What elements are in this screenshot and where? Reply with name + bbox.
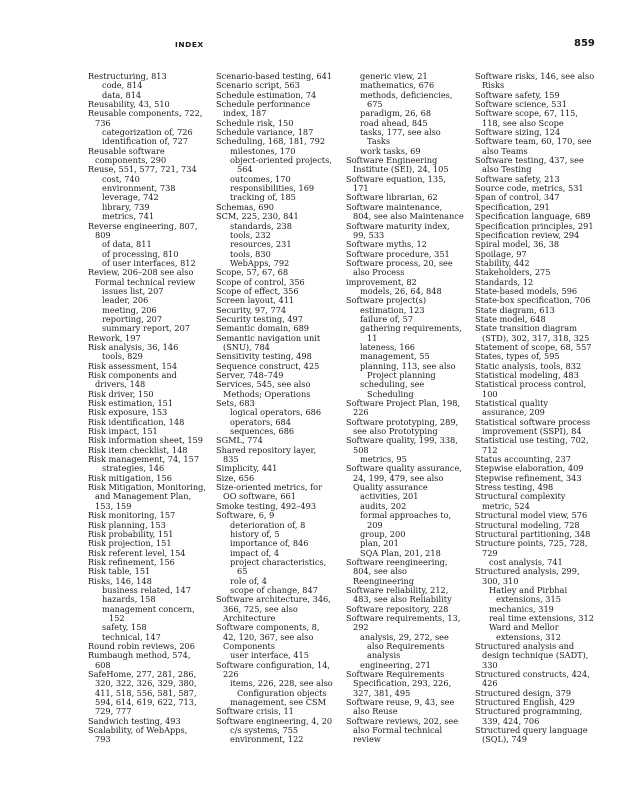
index-entry: assurance, 209 xyxy=(482,407,545,418)
index-entry: Risk Mitigation, Monitoring, xyxy=(88,482,206,493)
index-entry: tracking of, 185 xyxy=(230,192,296,203)
index-entry: management, 55 xyxy=(360,351,430,362)
index-entry: (SNU), 784 xyxy=(223,341,270,352)
index-entry: Software science, 531 xyxy=(475,99,567,110)
index-entry: also Reuse xyxy=(353,706,398,717)
index-entry: Stakeholders, 275 xyxy=(475,267,551,278)
index-entry: meeting, 206 xyxy=(102,304,157,315)
index-entry: cost, 740 xyxy=(102,173,140,184)
index-entry: Size-oriented metrics, for xyxy=(216,482,323,493)
index-entry: 483, see also Reliability xyxy=(353,594,452,605)
index-entry: 327, 381, 495 xyxy=(353,687,411,698)
index-entry: operators, 684 xyxy=(230,416,291,427)
index-entry: of data, 811 xyxy=(102,239,152,250)
index-entry: Schedule performance xyxy=(216,99,311,110)
index-entry: 11 xyxy=(367,332,378,343)
index-entry: paradigm, 26, 68 xyxy=(360,108,432,119)
index-entry: Restructuring, 813 xyxy=(88,71,167,81)
index-entry: 226 xyxy=(223,669,239,679)
index-entry: management, see CSM xyxy=(230,697,327,708)
index-entry: mathematics, 676 xyxy=(360,80,435,91)
index-entry: Software process, 20, see xyxy=(346,257,453,268)
index-entry: Risk assessment, 154 xyxy=(88,360,178,371)
index-entry: Quality assurance xyxy=(353,482,428,493)
running-title: INDEX xyxy=(175,40,204,49)
index-entry: impact of, 4 xyxy=(230,547,280,558)
index-entry: 804, see also Maintenance xyxy=(353,211,464,222)
index-entry: Structured analysis, 299, xyxy=(475,566,580,577)
index-entry: Risk estimation, 151 xyxy=(88,398,174,409)
index-entry: Schedule variance, 187 xyxy=(216,127,314,138)
index-entry: Risk driver, 150 xyxy=(88,388,154,399)
index-entry: Schedule estimation, 74 xyxy=(216,89,317,100)
index-entry: Statistical modeling, 483 xyxy=(475,370,579,380)
index-entry: Software myths, 12 xyxy=(346,239,427,250)
index-entry: Reusability, 43, 510 xyxy=(88,99,170,110)
index-entry: Stability, 442 xyxy=(475,257,530,268)
index-entry: Scenario-based testing, 641 xyxy=(216,71,333,81)
index-entry: 729, 777 xyxy=(95,706,132,717)
index-entry: 118, see also Scope xyxy=(482,117,564,128)
index-entry: see also Prototyping xyxy=(353,426,438,437)
index-entry: Structured analysis and xyxy=(475,640,575,651)
index-entry: library, 739 xyxy=(102,201,150,212)
index-entry: Specification, 291 xyxy=(475,201,550,212)
index-entry: strategies, 146 xyxy=(102,463,165,474)
index-entry: 793 xyxy=(95,734,111,745)
index-entry: Software equation, 135, xyxy=(346,173,446,184)
index-entry: Simplicity, 441 xyxy=(216,463,278,474)
index-entry: 835 xyxy=(223,454,239,465)
index-entry: Software quality assurance, xyxy=(346,463,462,474)
index-entry: hazards, 158 xyxy=(102,594,156,605)
index-entry: formal approaches to, xyxy=(360,510,452,521)
index-entry: code, 814 xyxy=(102,80,143,91)
index-entry: Sequence construct, 425 xyxy=(216,360,320,371)
index-entry: also Testing xyxy=(482,164,532,175)
index-entry: Spiral model, 36, 38 xyxy=(475,239,560,250)
index-entry: 675 xyxy=(367,99,383,110)
index-entry: mechanics, 319 xyxy=(489,603,554,614)
index-entry: failure of, 57 xyxy=(360,313,414,324)
index-entry: planning, 113, see also xyxy=(360,360,456,371)
index-entry: Structure points, 725, 728, xyxy=(475,538,588,549)
index-entry: Software requirements, 13, xyxy=(346,612,461,623)
index-entry: milestones, 170 xyxy=(230,145,296,156)
index-entry: Software engineering, 4, 20 xyxy=(216,715,333,726)
index-entry: improvement (SSPI), 84 xyxy=(482,426,582,437)
index-entry: review xyxy=(353,734,381,745)
index-entry: of processing, 810 xyxy=(102,248,179,259)
index-entry: also Formal technical xyxy=(353,725,443,736)
index-entry: Risk information sheet, 159 xyxy=(88,435,203,446)
index-entry: Software components, 8, xyxy=(216,622,320,633)
index-entry: Structured design, 379 xyxy=(475,687,572,698)
index-entry: Scope, 57, 67, 68 xyxy=(216,267,289,278)
index-entry: Risk exposure, 153 xyxy=(88,407,168,418)
index-entry: improvement, 82 xyxy=(346,276,417,287)
index-entry: Scheduling, 168, 181, 792 xyxy=(216,136,326,147)
index-entry: Configuration objects xyxy=(237,687,327,698)
index-entry: 292 xyxy=(353,622,369,633)
index-entry: extensions, 312 xyxy=(496,631,561,642)
index-entry: Software reuse, 9, 43, see xyxy=(346,697,455,708)
index-entry: Risk referent level, 154 xyxy=(88,547,186,558)
index-entry: 594, 614, 619, 622, 713, xyxy=(95,697,197,708)
index-entry: Software scope, 67, 115, xyxy=(475,108,578,119)
index-entry: analysis, 29, 272, see xyxy=(360,631,449,642)
index-entry: Scalability, of WebApps, xyxy=(88,725,188,736)
index-entry: also Process xyxy=(353,267,405,278)
index-entry: environment, 738 xyxy=(102,183,176,194)
index-entry: Scope of effect, 356 xyxy=(216,285,299,296)
index-entry: leader, 206 xyxy=(102,295,149,306)
index-entry: Statement of scope, 68, 557 xyxy=(475,341,592,352)
index-entry: plan, 201 xyxy=(360,538,399,549)
index-entry: road ahead, 845 xyxy=(360,117,428,128)
index-entry: Project planning xyxy=(367,370,436,380)
index-entry: SQA Plan, 201, 218 xyxy=(360,547,441,558)
index-entry: cost analysis, 741 xyxy=(489,556,563,567)
index-entry: Software risks, 146, see also xyxy=(475,71,595,81)
index-entry: Risk projection, 151 xyxy=(88,538,172,549)
index-column-3 xyxy=(346,72,472,745)
index-entry: standards, 238 xyxy=(230,220,292,231)
index-entry: Scope of control, 356 xyxy=(216,276,305,287)
index-entry: Scenario script, 563 xyxy=(216,80,300,91)
index-entry: 209 xyxy=(367,519,383,530)
index-entry: SCM, 225, 230, 841 xyxy=(216,211,299,222)
index-entry: Software maintenance, xyxy=(346,201,443,212)
index-entry: Risk mitigation, 156 xyxy=(88,472,172,483)
index-entry: Specification review, 294 xyxy=(475,229,580,240)
index-entry: extensions, 315 xyxy=(496,594,561,605)
index-entry: Standards, 12 xyxy=(475,276,534,287)
index-entry: 736 xyxy=(95,117,111,128)
index-entry: Components xyxy=(223,640,276,651)
index-entry: environment, 122 xyxy=(230,734,304,745)
index-entry: Sets, 683 xyxy=(216,398,255,409)
index-entry: categorization of, 726 xyxy=(102,127,193,138)
index-entry: gathering requirements, xyxy=(360,323,462,334)
index-entry: also Requirements xyxy=(367,640,445,651)
index-entry: generic view, 21 xyxy=(360,71,428,81)
index-entry: project characteristics, xyxy=(230,556,327,567)
index-entry: Spoilage, 97 xyxy=(475,248,527,259)
index-entry: Risk planning, 153 xyxy=(88,519,166,530)
index-entry: Risk item checklist, 148 xyxy=(88,444,188,455)
index-entry: 564 xyxy=(237,164,253,175)
index-entry: Structured query language xyxy=(475,725,588,736)
index-entry: 712 xyxy=(482,444,498,455)
index-entry: Shared repository layer, xyxy=(216,444,317,455)
index-entry: Schedule risk, 150 xyxy=(216,117,294,128)
index-entry: Rumbaugh method, 574, xyxy=(88,650,191,661)
index-entry: metrics, 95 xyxy=(360,454,407,465)
index-entry: tools, 232 xyxy=(230,229,271,240)
index-entry: Software Requirements xyxy=(346,669,445,679)
index-entry: State transition diagram xyxy=(475,323,577,334)
index-entry: Software safety, 159 xyxy=(475,89,560,100)
index-entry: Software reliability, 212, xyxy=(346,584,449,595)
index-entry: object-oriented projects, xyxy=(230,155,332,166)
index-entry: Software sizing, 124 xyxy=(475,127,561,138)
index-entry: deterioration of, 8 xyxy=(230,519,306,530)
index-entry: Structured English, 429 xyxy=(475,697,575,708)
index-entry: 608 xyxy=(95,659,111,670)
index-entry: summary report, 207 xyxy=(102,323,190,334)
index-entry: scheduling, see xyxy=(360,379,425,390)
index-entry: 300, 310 xyxy=(482,575,519,586)
index-entry: Software quality, 199, 338, xyxy=(346,435,458,446)
index-entry: Institute (SEI), 24, 105 xyxy=(353,164,449,175)
index-entry: Structural model view, 576 xyxy=(475,510,588,521)
index-entry: tasks, 177, see also xyxy=(360,127,441,138)
index-entry: 42, 120, 367, see also xyxy=(223,631,314,642)
index-entry: identification of, 727 xyxy=(102,136,189,147)
index-entry: 729 xyxy=(482,547,498,558)
index-entry: tools, 830 xyxy=(230,248,271,259)
index-entry: Stress testing, 498 xyxy=(475,482,554,493)
index-entry: Sandwich testing, 493 xyxy=(88,715,181,726)
index-entry: estimation, 123 xyxy=(360,304,425,315)
index-entry: Software team, 60, 170, see xyxy=(475,136,592,147)
index-entry: Span of control, 347 xyxy=(475,192,560,203)
index-entry: Security testing, 497 xyxy=(216,313,303,324)
index-entry: Risk components and xyxy=(88,370,177,380)
index-entry: reporting, 207 xyxy=(102,313,163,324)
running-header xyxy=(0,38,637,54)
index-entry: Software, 6, 9 xyxy=(216,510,275,521)
index-entry: Software prototyping, 289, xyxy=(346,416,459,427)
index-entry: Software repository, 228 xyxy=(346,603,449,614)
index-entry: State diagram, 613 xyxy=(475,304,555,315)
index-entry: Statistical use testing, 702, xyxy=(475,435,589,446)
index-entry: importance of, 846 xyxy=(230,538,309,549)
index-entry: scope of change, 847 xyxy=(230,584,318,595)
index-entry: State-box specification, 706 xyxy=(475,295,591,306)
index-entry: Server, 748–749 xyxy=(216,370,284,380)
index-entry: Specification language, 689 xyxy=(475,211,591,222)
index-entry: metric, 524 xyxy=(482,500,530,511)
index-entry: Risk monitoring, 157 xyxy=(88,510,176,521)
index-entry: Scheduling xyxy=(367,388,414,399)
index-entry: Statistical quality xyxy=(475,398,549,409)
index-entry: Ward and Mellor xyxy=(489,622,559,633)
index-entry: metrics, 741 xyxy=(102,211,155,222)
index-entry: Specification principles, 291 xyxy=(475,220,594,231)
index-entry: WebApps, 792 xyxy=(230,257,290,268)
index-entry: 339, 424, 706 xyxy=(482,715,540,726)
index-column-1 xyxy=(88,72,214,745)
index-entry: Software crisis, 11 xyxy=(216,706,294,717)
index-entry: 100 xyxy=(482,388,498,399)
index-entry: Risk refinement, 156 xyxy=(88,556,175,567)
index-entry: (SQL), 749 xyxy=(482,734,527,745)
index-entry: Structured programming, xyxy=(475,706,583,717)
index-entry: Risk probability, 151 xyxy=(88,528,174,539)
index-entry: items, 226, 228, see also xyxy=(230,678,333,689)
index-entry: 171 xyxy=(353,183,369,194)
index-entry: Risks, 146, 148 xyxy=(88,575,152,586)
index-entry: 809 xyxy=(95,229,111,240)
index-entry: activities, 201 xyxy=(360,491,419,502)
index-entry: Semantic domain, 689 xyxy=(216,323,310,334)
index-entry: Reuse, 551, 577, 721, 734 xyxy=(88,164,197,175)
index-entry: 508 xyxy=(353,444,369,455)
index-entry: leverage, 742 xyxy=(102,192,159,203)
index-entry: Structural partitioning, 348 xyxy=(475,528,591,539)
index-entry: Structural complexity xyxy=(475,491,566,502)
index-entry: analysis xyxy=(367,650,401,661)
index-entry: tools, 829 xyxy=(102,351,143,362)
index-entry: Reverse engineering, 807, xyxy=(88,220,198,231)
index-entry: Reengineering xyxy=(353,575,414,586)
index-entry: 411, 518, 556, 581, 587, xyxy=(95,687,197,698)
index-entry: work tasks, 69 xyxy=(360,145,421,156)
index-entry: Tasks xyxy=(367,136,391,147)
index-entry: OO software, 661 xyxy=(223,491,296,502)
index-entry: Statistical software process xyxy=(475,416,591,427)
index-entry: Risk identification, 148 xyxy=(88,416,185,427)
index-entry: Reusable components, 722, xyxy=(88,108,203,119)
index-entry: Structured constructs, 424, xyxy=(475,669,590,679)
index-entry: Formal technical review xyxy=(95,276,196,287)
index-entry: Semantic navigation unit xyxy=(216,332,321,343)
index-entry: Software configuration, 14, xyxy=(216,659,331,670)
index-entry: role of, 4 xyxy=(230,575,267,586)
index-entry: of user interfaces, 812 xyxy=(102,257,196,268)
index-entry: Methods; Operations xyxy=(223,388,311,399)
index-entry: Risk management, 74, 157 xyxy=(88,454,200,465)
index-entry: 24, 199, 479, see also xyxy=(353,472,444,483)
index-entry: responsibilities, 169 xyxy=(230,183,315,194)
index-entry: State-based models, 596 xyxy=(475,285,578,296)
index-entry: Stepwise refinement, 343 xyxy=(475,472,582,483)
index-entry: group, 200 xyxy=(360,528,406,539)
index-entry: Software reviews, 202, see xyxy=(346,715,459,726)
index-entry: audits, 202 xyxy=(360,500,407,511)
index-entry: Sensitivity testing, 498 xyxy=(216,351,312,362)
index-entry: history of, 5 xyxy=(230,528,280,539)
index-entry: (STD), 302, 317, 318, 325 xyxy=(482,332,590,343)
index-entry: Security, 97, 774 xyxy=(216,304,287,315)
index-entry: Hatley and Pirbhai xyxy=(489,584,568,595)
index-entry: 226 xyxy=(353,407,369,418)
index-entry: Static analysis, tools, 832 xyxy=(475,360,582,371)
index-entry: Software reengineering, xyxy=(346,556,448,567)
index-entry: Specification, 293, 226, xyxy=(353,678,452,689)
index-entry: Services, 545, see also xyxy=(216,379,311,390)
index-entry: Status accounting, 237 xyxy=(475,454,571,465)
index-entry: components, 290 xyxy=(95,155,167,166)
index-entry: Stepwise elaboration, 409 xyxy=(475,463,584,474)
index-entry: resources, 231 xyxy=(230,239,292,250)
index-entry: management concern, xyxy=(102,603,195,614)
index-entry: Risk analysis, 36, 146 xyxy=(88,341,179,352)
index-entry: Schemas, 690 xyxy=(216,201,274,212)
index-entry: also Teams xyxy=(482,145,528,156)
index-entry: Risks xyxy=(482,80,505,91)
index-entry: State model, 648 xyxy=(475,313,546,324)
index-entry: engineering, 271 xyxy=(360,659,431,670)
index-entry: Statistical process control, xyxy=(475,379,587,390)
index-entry: SGML, 774 xyxy=(216,435,263,446)
index-entry: Rework, 197 xyxy=(88,332,141,343)
index-entry: technical, 147 xyxy=(102,631,161,642)
index-entry: lateness, 166 xyxy=(360,341,415,352)
index-entry: logical operators, 686 xyxy=(230,407,322,418)
index-entry: Architecture xyxy=(223,612,276,623)
index-entry: index, 187 xyxy=(223,108,267,119)
index-entry: 153, 159 xyxy=(95,500,132,511)
index-entry: business related, 147 xyxy=(102,584,191,595)
index-entry: Software maturity index, xyxy=(346,220,450,231)
index-entry: Software Project Plan, 198, xyxy=(346,398,461,409)
index-entry: Structural modeling, 728 xyxy=(475,519,580,530)
index-entry: Risk table, 151 xyxy=(88,566,151,577)
index-entry: sequences, 686 xyxy=(230,426,295,437)
index-entry: 320, 322, 326, 329, 380, xyxy=(95,678,197,689)
index-entry: 804, see also xyxy=(353,566,407,577)
index-entry: 65 xyxy=(237,566,248,577)
index-entry: States, types of, 595 xyxy=(475,351,560,362)
index-entry: Reusable software xyxy=(88,145,165,156)
index-entry: 366, 725, see also xyxy=(223,603,298,614)
index-entry: user interface, 415 xyxy=(230,650,309,661)
page-number: 859 xyxy=(574,38,595,49)
index-entry: Screen layout, 411 xyxy=(216,295,295,306)
index-entry: outcomes, 170 xyxy=(230,173,291,184)
index-entry: Software procedure, 351 xyxy=(346,248,450,259)
index-entry: SafeHome, 277, 281, 286, xyxy=(88,669,197,679)
index-entry: 330 xyxy=(482,659,498,670)
index-entry: data, 814 xyxy=(102,89,142,100)
index-entry: safety, 158 xyxy=(102,622,147,633)
index-column-4 xyxy=(475,72,601,745)
index-entry: Round robin reviews, 206 xyxy=(88,640,195,651)
index-entry: Software librarian, 62 xyxy=(346,192,438,203)
index-entry: Risk impact, 151 xyxy=(88,426,158,437)
index-entry: Software safety, 213 xyxy=(475,173,560,184)
index-entry: c/s systems, 755 xyxy=(230,725,299,736)
index-column-2 xyxy=(216,72,342,745)
index-entry: Smoke testing, 492–493 xyxy=(216,500,317,511)
index-entry: Software architecture, 346, xyxy=(216,594,331,605)
index-entry: issues list, 207 xyxy=(102,285,164,296)
index-entry: Software Engineering xyxy=(346,155,438,166)
index-entry: design technique (SADT), xyxy=(482,650,589,661)
index-entry: Size, 656 xyxy=(216,472,255,483)
index-entry: and Management Plan, xyxy=(95,491,192,502)
index-entry: Source code, metrics, 531 xyxy=(475,183,584,194)
index-entry: Software testing, 437, see xyxy=(475,155,584,166)
index-entry: 99, 533 xyxy=(353,229,385,240)
index-entry: drivers, 148 xyxy=(95,379,146,390)
index-entry: models, 26, 64, 848 xyxy=(360,285,442,296)
index-entry: 426 xyxy=(482,678,498,689)
index-entry: methods, deficiencies, xyxy=(360,89,453,100)
index-entry: real time extensions, 312 xyxy=(489,612,594,623)
index-entry: 152 xyxy=(109,612,125,623)
index-entry: Review, 206–208 see also xyxy=(88,267,194,278)
index-entry: Software project(s) xyxy=(346,295,427,306)
